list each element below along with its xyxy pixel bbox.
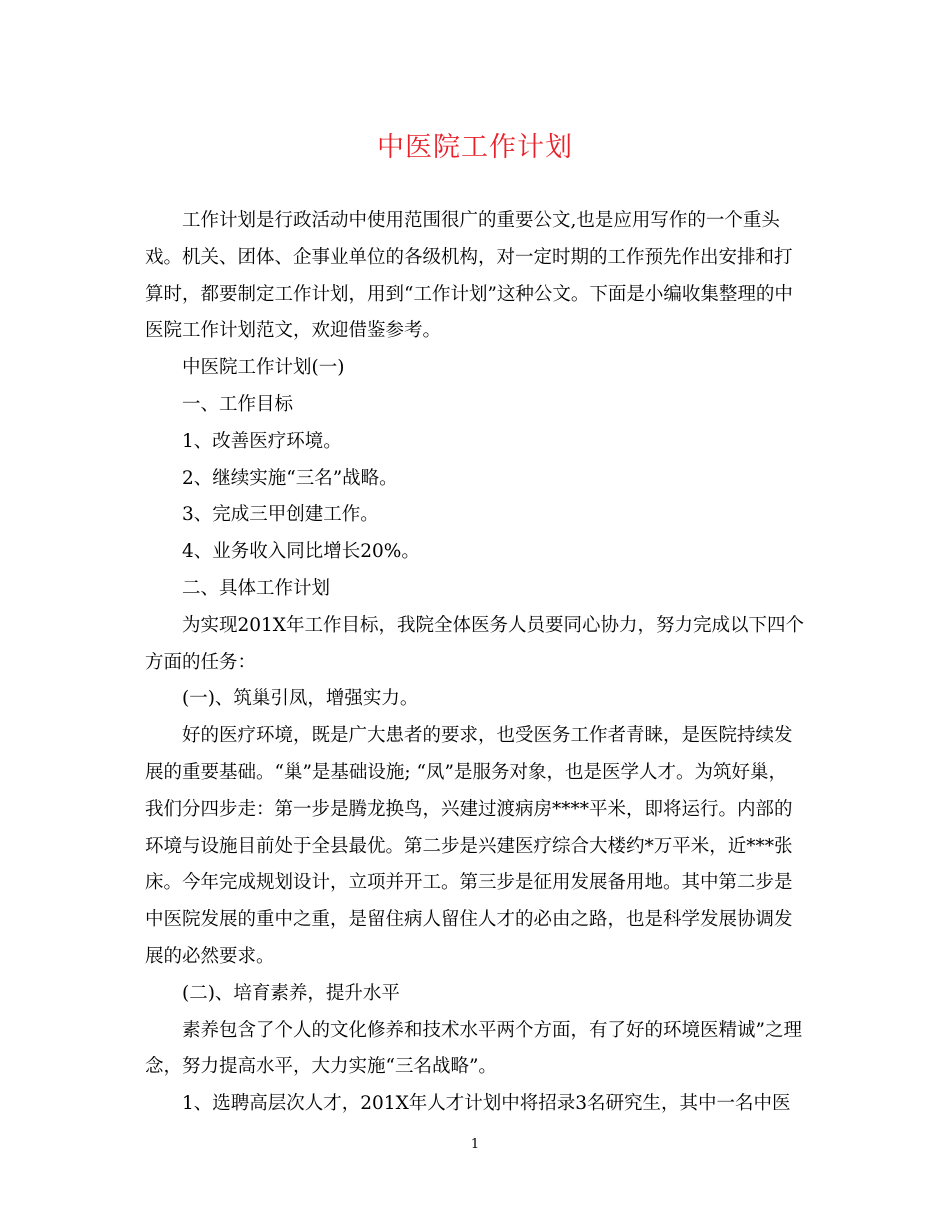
text-line: 医院工作计划范文，欢迎借鉴参考。 bbox=[145, 320, 442, 342]
text-line: 我们分四步走：第一步是腾龙换鸟，兴建过渡病房****平米，即将运行。内部的 bbox=[145, 798, 793, 820]
text-line: 中医院发展的重中之重，是留住病人留住人才的必由之路，也是科学发展协调发 bbox=[145, 909, 793, 931]
page-number: 1 bbox=[470, 1137, 480, 1152]
text-line: 环境与设施目前处于全县最优。第二步是兴建医疗综合大楼约*万平米，近***张 bbox=[145, 835, 793, 857]
text-line: 1、选聘高层次人才，201X年人才计划中将招录3名研究生，其中一名中医 bbox=[182, 1093, 791, 1115]
text-line: 工作计划是行政活动中使用范围很广的重要公文,也是应用写作的一个重头 bbox=[182, 210, 780, 231]
text-line: 床。今年完成规划设计，立项并开工。第三步是征用发展备用地。其中第二步是 bbox=[145, 872, 793, 894]
text-line: 算时，都要制定工作计划，用到“工作计划”这种公文。下面是小编收集整理的中 bbox=[145, 283, 793, 305]
text-line: 3、完成三甲创建工作。 bbox=[182, 504, 379, 526]
text-line: 方面的任务： bbox=[145, 651, 257, 673]
text-line: (一)、筑巢引凤，增强实力。 bbox=[182, 688, 419, 710]
document-body bbox=[145, 203, 807, 1123]
text-line: 素养包含了个人的文化修养和技术水平两个方面，有了好的环境医精诚”之理 bbox=[182, 1019, 802, 1041]
text-line: 展的重要基础。“巢”是基础设施; “凤”是服务对象，也是医学人才。为筑好巢， bbox=[145, 761, 787, 783]
text-line: 好的医疗环境，既是广大患者的要求，也受医务工作者青睐，是医院持续发 bbox=[182, 725, 793, 747]
text-line: 一、工作目标 bbox=[182, 393, 294, 415]
text-line: (二)、培育素养，提升水平 bbox=[182, 982, 400, 1004]
document-title: 中医院工作计划 bbox=[377, 132, 573, 163]
text-line: 戏。机关、团体、企事业单位的各级机构，对一定时期的工作预先作出安排和打 bbox=[145, 246, 793, 268]
text-line: 4、业务收入同比增长20%。 bbox=[182, 541, 420, 563]
text-line: 念，努力提高水平，大力实施“三名战略”。 bbox=[145, 1056, 497, 1078]
text-line: 为实现201X年工作目标，我院全体医务人员要同心协力，努力完成以下四个 bbox=[182, 614, 804, 636]
text-line: 2、继续实施“三名”战略。 bbox=[182, 467, 398, 489]
text-line: 中医院工作计划(一) bbox=[182, 357, 345, 379]
text-line: 二、具体工作计划 bbox=[182, 577, 331, 599]
text-line: 展的必然要求。 bbox=[145, 945, 275, 967]
text-line: 1、改善医疗环境。 bbox=[182, 430, 342, 452]
